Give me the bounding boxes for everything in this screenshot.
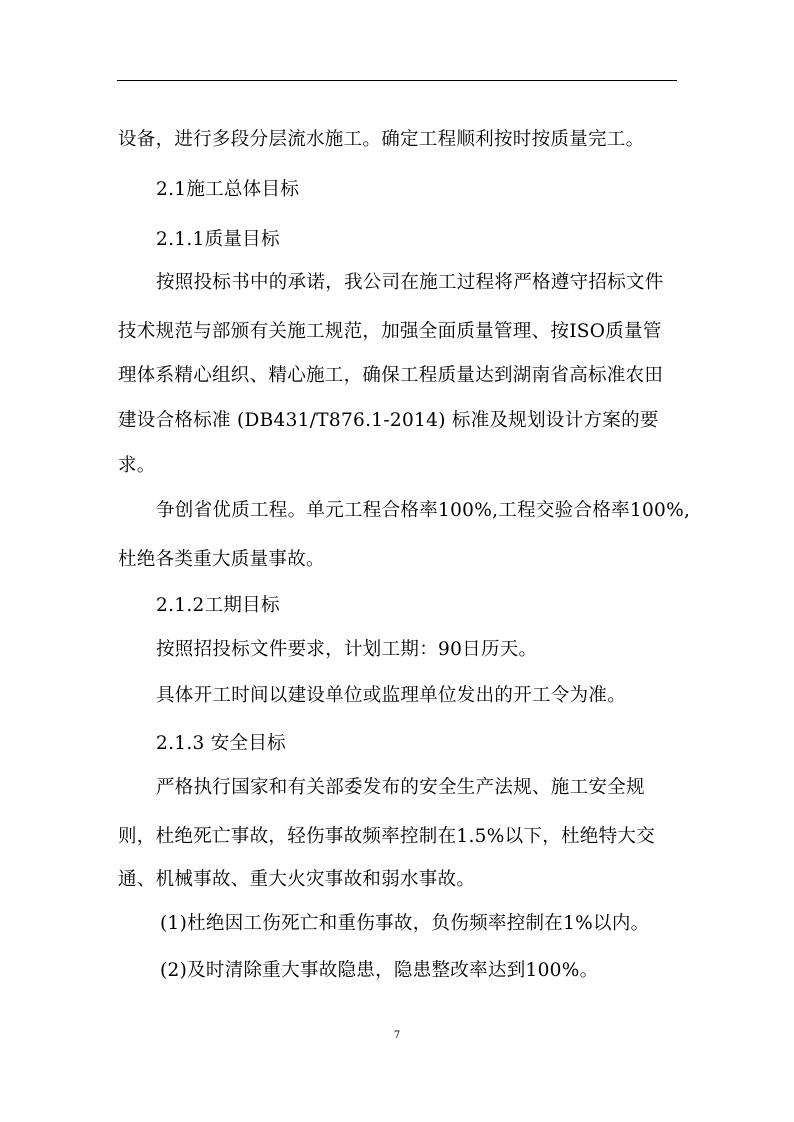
paragraph-line: 按照投标书中的承诺，我公司在施工过程将严格遵守招标文件 xyxy=(156,272,664,293)
paragraph-line: 设备，进行多段分层流水施工。确定工程顺利按时按质量完工。 xyxy=(118,129,645,150)
paragraph-line: 技术规范与部颁有关施工规范，加强全面质量管理、按ISO质量管 xyxy=(118,321,662,342)
subsection-heading-schedule: 2.1.2工期目标 xyxy=(156,595,280,616)
page-number: 7 xyxy=(393,1030,401,1041)
paragraph-line: 通、机械事故、重大火灾事故和弱水事故。 xyxy=(118,869,476,890)
list-item: (2)及时清除重大事故隐患，隐患整改率达到100%。 xyxy=(160,960,599,981)
paragraph-line: 严格执行国家和有关部委发布的安全生产法规、施工安全规 xyxy=(156,777,645,798)
header-rule xyxy=(117,80,677,81)
section-heading: 2.1施工总体目标 xyxy=(156,179,300,200)
paragraph-line: 理体系精心组织、精心施工，确保工程质量达到湖南省高标准农田 xyxy=(118,365,664,386)
subsection-heading-quality: 2.1.1质量目标 xyxy=(156,229,280,250)
paragraph-line: 求。 xyxy=(118,455,156,476)
subsection-heading-safety: 2.1.3 安全目标 xyxy=(156,733,286,754)
paragraph-line: 杜绝各类重大质量事故。 xyxy=(118,549,325,570)
paragraph-line: 则，杜绝死亡事故，轻伤事故频率控制在1.5%以下，杜绝特大交 xyxy=(118,826,656,847)
paragraph-line: 具体开工时间以建设单位或监理单位发出的开工令为准。 xyxy=(156,685,627,706)
paragraph-line: 建设合格标准 (DB431/T876.1-2014) 标准及规划设计方案的要 xyxy=(118,410,659,431)
paragraph-line: 按照招投标文件要求，计划工期：90日历天。 xyxy=(156,639,538,660)
list-item: (1)杜绝因工伤死亡和重伤事故，负伤频率控制在1%以内。 xyxy=(160,913,650,934)
paragraph-line: 争创省优质工程。单元工程合格率100%,工程交验合格率100%, xyxy=(156,500,691,521)
